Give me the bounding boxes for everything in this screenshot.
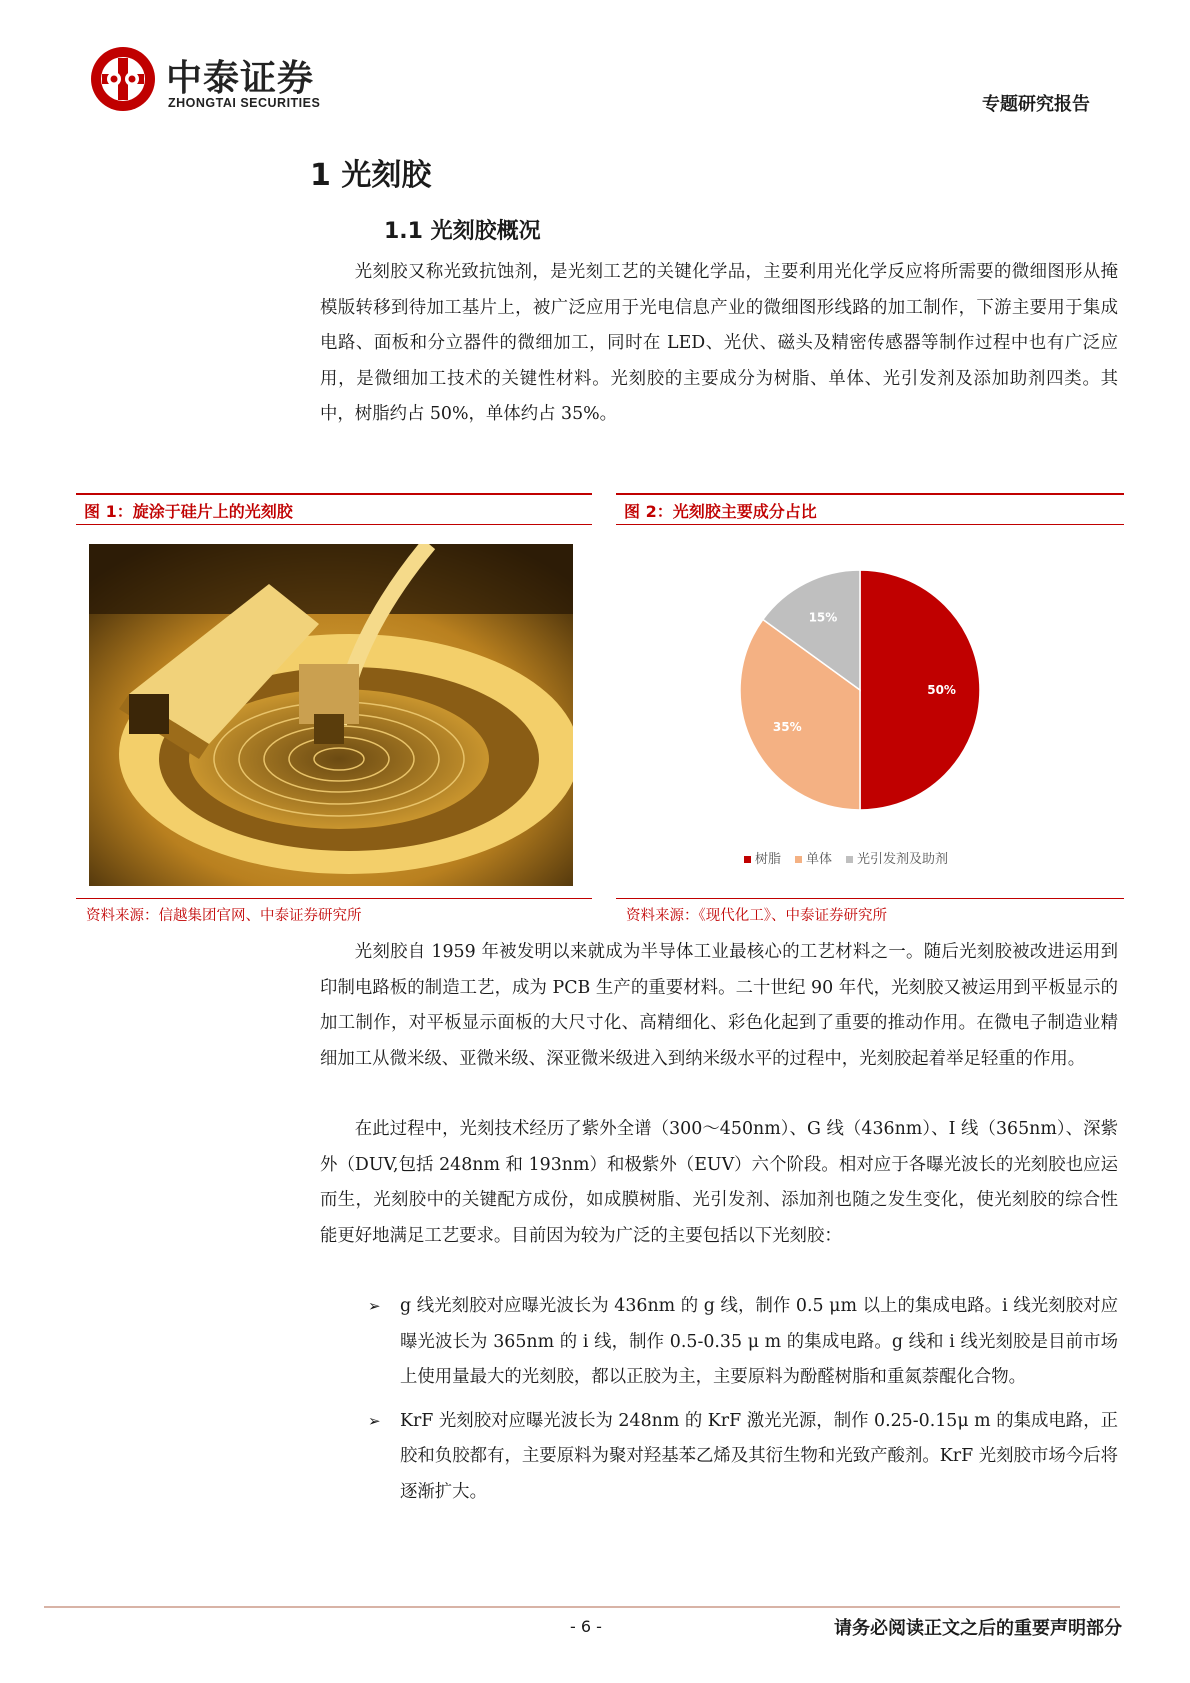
photoresist-list bbox=[320, 1289, 1118, 1518]
legend-item-2 bbox=[846, 852, 948, 867]
legend-label-1: 单体 bbox=[806, 852, 833, 867]
figure-1-title: 图 1：旋涂于硅片上的光刻胶 bbox=[84, 502, 293, 521]
legend-item-1 bbox=[795, 852, 832, 867]
logo-text-en: ZHONGTAI SECURITIES bbox=[168, 96, 321, 110]
logo-text-cn: 中泰证券 bbox=[166, 58, 315, 99]
footer-divider bbox=[44, 1606, 1120, 1608]
legend-label-2: 光引发剂及助剂 bbox=[857, 852, 949, 867]
legend-swatch-0 bbox=[744, 856, 751, 863]
wafer-photo-illustration bbox=[89, 544, 573, 886]
figure-1-header bbox=[76, 493, 592, 525]
paragraph-history: 光刻胶自 1959 年被发明以来就成为半导体工业最核心的工艺材料之一。随后光刻胶被改进运用到印制电路板的制造工艺，成为 PCB 生产的重要材料。二十世纪 90 年代，光刻胶又被运用到平板显示的加工制作，对平板显示面板的大尺寸化、高精细化、彩色化起到了重要的推动作用。在微电子制造业精细加工从微米级、亚微米级、深亚微米级进入到纳米级水平的过程中，光刻胶起着举足轻重的作用。 bbox=[320, 942, 1118, 1069]
pie-slice-0 bbox=[860, 570, 980, 810]
list-item bbox=[320, 1404, 1118, 1511]
paragraph-intro: 光刻胶又称光致抗蚀剂，是光刻工艺的关键化学品，主要利用光化学反应将所需要的微细图形从掩模版转移到待加工基片上，被广泛应用于光电信息产业的微细图形线路的加工制作，下游主要用于集成电路、面板和分立器件的微细加工，同时在 LED、光伏、磁头及精密传感器等制作过程中也有广泛应用，是微细加工技术的关键性材料。光刻胶的主要成分为树脂、单体、光引发剂及添加助剂四类。其中，树脂约占 50%，单体约占 35%。 bbox=[320, 262, 1118, 424]
logo-mark-icon bbox=[88, 44, 158, 114]
chart-legend bbox=[744, 848, 962, 867]
figure-2-footer bbox=[616, 898, 1124, 926]
pie-label-1: 35% bbox=[772, 720, 802, 735]
legend-label-0: 树脂 bbox=[755, 852, 782, 867]
list-item-text: KrF 光刻胶对应曝光波长为 248nm 的 KrF 激光光源，制作 0.25-0.15μ m 的集成电路，正胶和负胶都有，主要原料为聚对羟基苯乙烯及其衍生物和光致产酸剂。KrF 光刻胶市场今后将逐渐扩大。 bbox=[400, 1410, 1118, 1502]
pie-label-0: 50% bbox=[927, 683, 956, 697]
figure-1-source: 资料来源：信越集团官网、中泰证券研究所 bbox=[86, 908, 362, 924]
report-type: 专题研究报告 bbox=[982, 94, 1090, 115]
legend-swatch-2 bbox=[846, 856, 853, 863]
page-number: - 6 - bbox=[570, 1617, 602, 1636]
figure-1-footer bbox=[76, 898, 592, 926]
list-item-text: g 线光刻胶对应曝光波长为 436nm 的 g 线，制作 0.5 μm 以上的集成电路。i 线光刻胶对应曝光波长为 365nm 的 i 线，制作 0.5-0.35 μ m 的集成电路。g 线和 i 线光刻胶是目前市场上使用量最大的光刻胶，都以正胶为主，主要原料为酚醛树脂和重氮萘醌化合物。 bbox=[400, 1296, 1118, 1387]
figure-2-title: 图 2：光刻胶主要成分占比 bbox=[624, 502, 817, 521]
section-heading: 1 光刻胶 bbox=[310, 158, 432, 193]
subsection-heading: 1.1 光刻胶概况 bbox=[384, 219, 541, 244]
figure-2-header bbox=[616, 493, 1124, 525]
legend-item-0 bbox=[744, 852, 781, 867]
list-item bbox=[320, 1289, 1118, 1396]
company-logo bbox=[88, 44, 388, 114]
figure-2-source: 资料来源：《现代化工》、中泰证券研究所 bbox=[626, 908, 887, 924]
legend-swatch-1 bbox=[795, 856, 802, 863]
arrow-bullet-icon: ➢ bbox=[368, 1411, 381, 1430]
figure-1-photo bbox=[89, 544, 573, 886]
arrow-bullet-icon: ➢ bbox=[368, 1297, 381, 1315]
paragraph-stages: 在此过程中，光刻技术经历了紫外全谱（300～450nm）、G 线（436nm）、I 线（365nm）、深紫外（DUV,包括 248nm 和 193nm）和极紫外（EUV）六个阶段。相对应于各曝光波长的光刻胶也应运而生，光刻胶中的关键配方成份，如成膜树脂、光引发剂、添加剂也随之发生变化，使光刻胶的综合性能更好地满足工艺要求。目前因为较为广泛的主要包括以下光刻胶： bbox=[320, 1119, 1118, 1246]
pie-chart bbox=[720, 550, 1000, 830]
disclaimer: 请务必阅读正文之后的重要声明部分 bbox=[834, 1618, 1122, 1639]
pie-label-2: 15% bbox=[808, 610, 838, 625]
